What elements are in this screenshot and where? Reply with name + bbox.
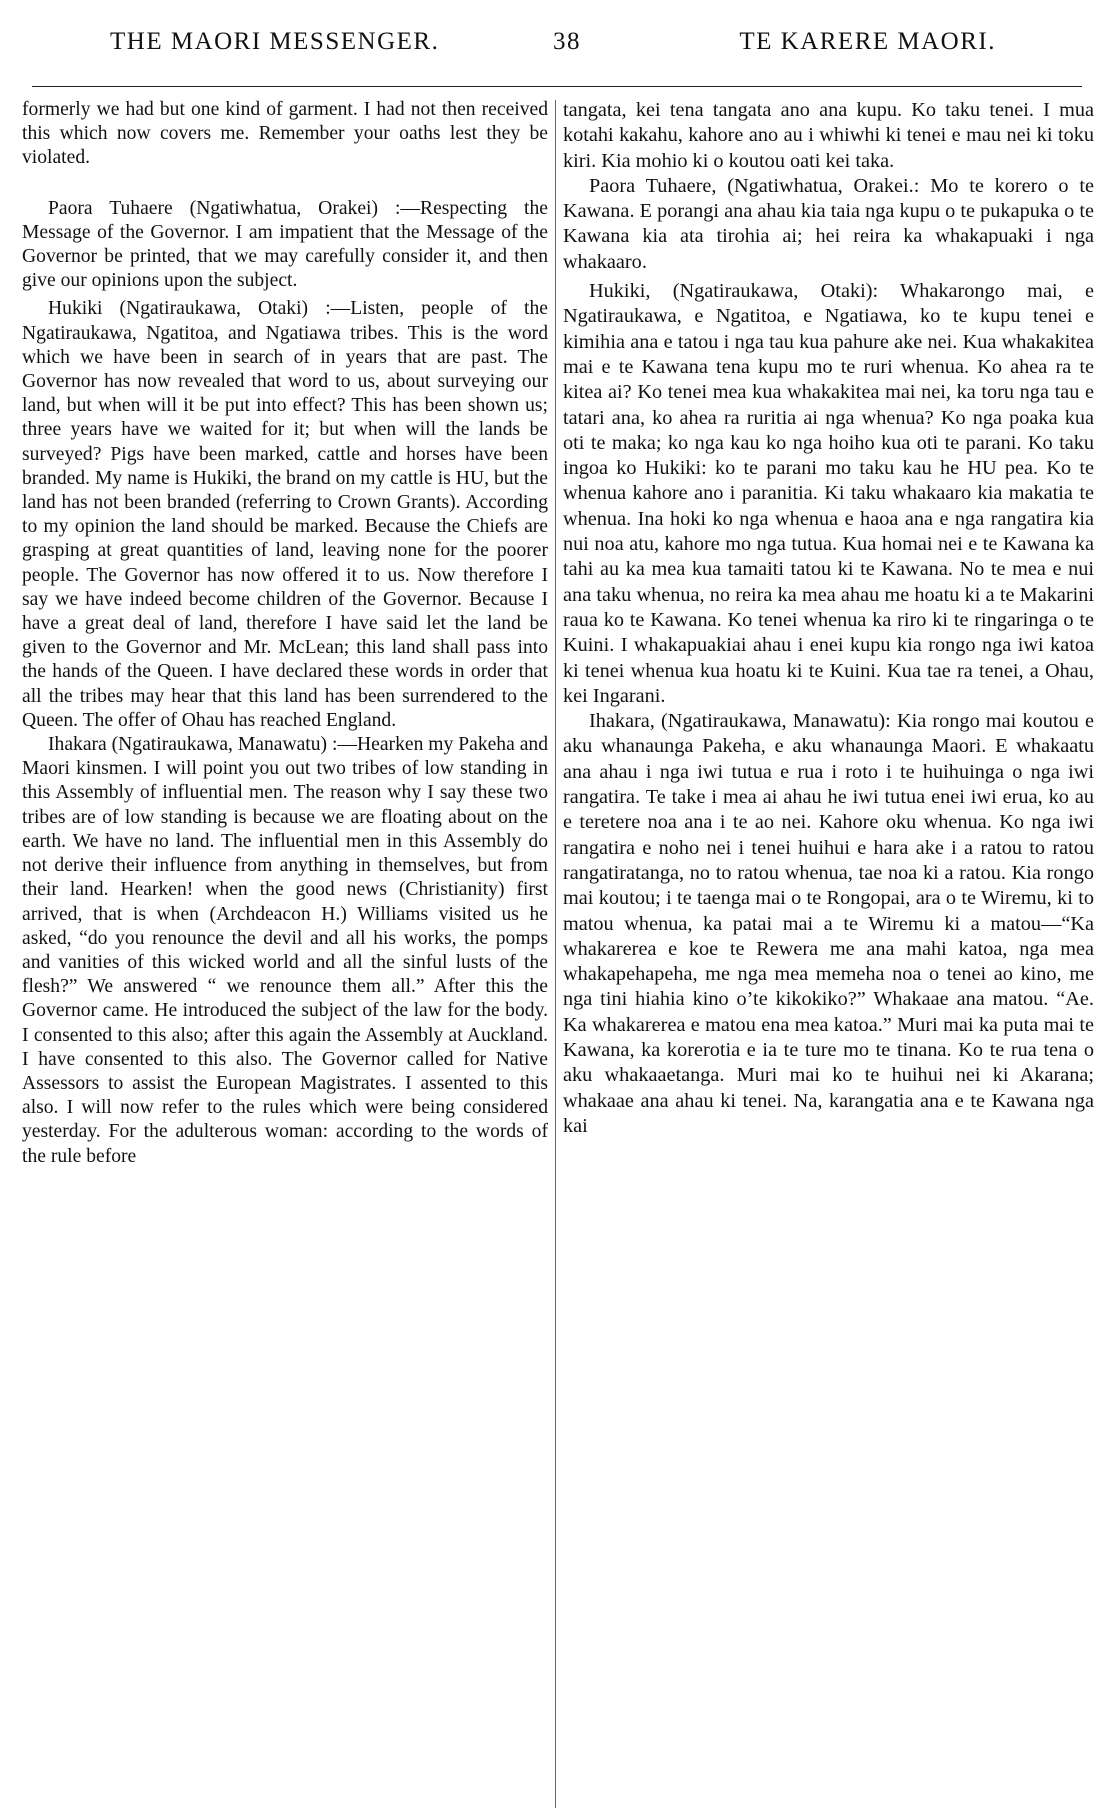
maori-paragraph-hukiki: Hukiki, (Ngatiraukawa, Otaki): Whakarongo mai, e Ngatiraukawa, e Ngatitoa, e Ngatiawa, ko te kupu tenei e kimihia ana e tatou i nga tau kua pahure ake nei. Kua whakakitea mai e te Kawana tena kupu mo te ruri whenua. Ko ahea ra te kitea ai? Ko tenei mea kua whakakitea mai nei, ka toru nga tau e tatari ana, ko ahea ra ruritia ai nga whenua? Ko nga poaka kua oti te maka; ko nga kau ko nga hoiho kua oti te parani. Ko taku ingoa ko Hukiki: ko te parani mo taku kau he HU pea. Ko te whenua kahore ano i paranitia. Ki taku whakaaro kia makatia te whenua. Ina hoki ko nga whenua e haoa ana e nga rangatira kia nui noa atu, kahore mo nga tutua. Kua homai nei e te Kawana ka tahi au ka mea kua tamaiti tatou ki te Kawana. No te mea e nui ana taku whenua, no reira ka mea ahau me hoatu ki a te Makarini raua ko te Kawana. Ko tenei whenua ka riro ki te ringaringa o te Kuini. I whakapuakiai ahau i enei kupu kia rongo nga iwi katoa ki tenei whenua kua hoatu ki te Kuini. Kua tae ra tenei, a Ohau, kei Ingarani. <box>563 280 1094 707</box>
maori-title: TE KARERE MAORI. <box>739 28 996 55</box>
maori-paragraph-ihakara: Ihakara, (Ngatiraukawa, Manawatu): Kia rongo mai koutou e aku whanaunga Pakeha, e aku whanaunga Maori. E whakaatu ana ahau i nga iwi tutua e rua i roto i te huihuinga o nga iwi rangatira. Te take i mea ai ahau he iwi tutua enei iwi erua, ko au e teretere noa ana i te ao nei. Kahore oku whenua. Ko nga iwi rangatira e noho nei i tenei huihui e hara ake i a ratou to ratou rangatiratanga, no to ratou whenua, tae noa ki a ratou. Kia rongo mai koutou; i te taenga mai o te Rongopai, ara o te Wiremu, ki to matou whenua, ka patai mai a te Wiremu ki a matou—“Ka whakarerea e koe te Rewera me ana mahi katoa, nga mea whakapehapeha, me nga mea memeha noa o tenei ao kino, me nga tini hiahia kino o’te kikokiko?” Whakaae ana matou. “Ae. Ka whakarerea e matou ena mea katoa.” Muri mai ka puta mai te Kawana, ka korerotia e ia te ture mo te tinana. Ko te rua tena o aku whakaaetanga. Muri mai ko te huihui nei ki Akarana; whakaae ana ahau ki tenei. Na, karangatia ana e te Kawana nga kai <box>563 710 1094 1137</box>
english-paragraph-paora-tuhaere: Paora Tuhaere (Ngatiwhatua, Orakei) :—Respecting the Message of the Governor. I am impatient that the Message of the Governor be printed, that we may carefully consider it, and then give our opinions upon the subject. <box>22 197 548 292</box>
column-divider <box>555 100 556 1808</box>
page-number: 38 <box>553 28 581 55</box>
maori-paragraph-paora-tuhaere: Paora Tuhaere, (Ngatiwhatua, Orakei.: Mo te korero o te Kawana. E porangi ana ahau kia taia nga kupu o te pukapuka o te Kawana kia ata tirohia ai; hei reira ka whakapuaki i nga whakaaro. <box>563 174 1094 273</box>
maori-column <box>563 98 1094 1812</box>
english-paragraph-intro: formerly we had but one kind of garment. I had not then received this which now covers me. Remember your oaths lest they be violated. <box>22 99 548 169</box>
page-header <box>22 28 1092 68</box>
maori-paragraph-intro: tangata, kei tena tangata ano ana kupu. Ko taku tenei. I mua kotahi kakahu, kahore ano au i whiwhi ki tenei e mau nei ki toku kiri. Kia mohio ki o koutou oati kei taka. <box>563 99 1094 172</box>
header-rule <box>32 86 1082 87</box>
english-column <box>22 98 548 1812</box>
english-paragraph-hukiki: Hukiki (Ngatiraukawa, Otaki) :—Listen, people of the Ngatiraukawa, Ngatitoa, and Ngatiawa tribes. This is the word which we have been in search of in years that are past. The Governor has now revealed that word to us, about surveying our land, but when will it be put into effect? This has been shown us; three years have we waited for it; but when will the lands be surveyed? Pigs have been marked, cattle and horses have been branded. My name is Hukiki, the brand on my cattle is HU, but the land has not been branded (referring to Crown Grants). According to my opinion the land should be marked. Because the Chiefs are grasping at great quantities of land, leaving none for the poorer people. The Governor has now offered it to us. Now therefore I say we have indeed become children of the Governor. Because I have a great deal of land, therefore I have said let the land be given to the Governor and Mr. McLean; this land shall pass into the hands of the Queen. I have declared these words in order that all the tribes may hear that this land has been surrendered to the Queen. The offer of Ohau has reached England. <box>22 298 548 731</box>
english-title: THE MAORI MESSENGER. <box>110 28 440 55</box>
english-paragraph-ihakara: Ihakara (Ngatiraukawa, Manawatu) :—Hearken my Pakeha and Maori kinsmen. I will point you out two tribes of low standing in this Assembly of influential men. The reason why I say these two tribes are of low standing is because we are floating about on the earth. We have no land. The influential men in this Assembly do not derive their influence from anything in themselves, but from their land. Hearken! when the good news (Christianity) first arrived, that is when (Archdeacon H.) Williams visited us he asked, “do you renounce the devil and all his works, the pomps and vanities of this wicked world and all the sinful lusts of the flesh?” We answered “ we renounce them all.” After this the Governor came. He introduced the subject of the law for the body. I consented to this also; after this again the Assembly at Auckland. I have consented to this also. The Governor called for Native Assessors to assist the European Magistrates. I assented to this also. I will now refer to the rules which were being considered yesterday. For the adulterous woman: according to the words of the rule before <box>22 734 548 1167</box>
